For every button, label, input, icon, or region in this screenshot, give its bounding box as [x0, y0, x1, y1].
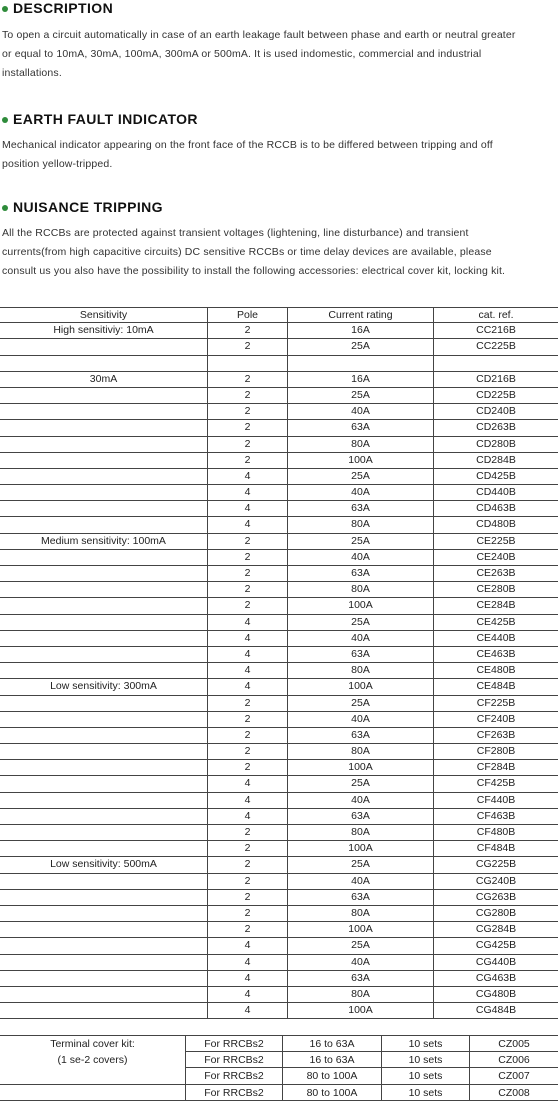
column-header: cat. ref. — [433, 308, 558, 322]
bullet-icon — [2, 117, 8, 123]
current-rating-cell: 25A — [287, 615, 433, 630]
column-header: Sensitivity — [79, 309, 128, 321]
sensitivity-cell — [0, 388, 207, 403]
pole-cell: 2 — [207, 728, 287, 743]
pole-cell: 4 — [207, 679, 287, 694]
sensitivity-cell — [0, 987, 207, 1002]
sensitivity-cell — [0, 728, 207, 743]
table-row — [0, 874, 558, 890]
current-rating-cell: 25A — [287, 776, 433, 791]
current-rating-cell: 80A — [287, 987, 433, 1002]
pole-cell: 2 — [207, 388, 287, 403]
current-rating-cell: 80A — [287, 663, 433, 678]
table-row — [0, 404, 558, 420]
cat-ref-cell: CF484B — [433, 841, 558, 856]
table-row — [0, 598, 558, 614]
cat-ref-cell: CG280B — [433, 906, 558, 921]
paragraph-line: All the RCCBs are protected against transient voltages (lightening, line disturbance) and transient — [2, 227, 469, 239]
pole-cell: 4 — [207, 647, 287, 662]
sensitivity-cell — [0, 938, 207, 953]
table-row — [0, 987, 558, 1003]
accessory-row — [0, 1035, 558, 1052]
current-rating-cell: 25A — [287, 388, 433, 403]
kit-description-cell: Terminal cover kit: — [50, 1038, 135, 1050]
sensitivity-cell — [0, 550, 207, 565]
cat-ref-cell: CG240B — [433, 874, 558, 889]
current-rating-cell: 80A — [287, 744, 433, 759]
description-paragraph — [2, 26, 558, 83]
pole-cell: 2 — [207, 922, 287, 937]
sensitivity-cell — [0, 971, 207, 986]
pole-cell: 2 — [207, 906, 287, 921]
current-rating-cell: 63A — [287, 501, 433, 516]
pole-cell: 2 — [207, 404, 287, 419]
pole-cell: 2 — [207, 566, 287, 581]
cat-ref-cell: CD463B — [433, 501, 558, 516]
accessory-row — [0, 1085, 558, 1101]
sensitivity-cell — [0, 598, 207, 613]
paragraph-line: currents(from high capacitive circuits) DC sensitive RCCBs or time delay devices are available, please — [2, 246, 492, 258]
cat-ref-cell: CG284B — [433, 922, 558, 937]
cat-ref-cell: CG463B — [433, 971, 558, 986]
sensitivity-cell — [0, 825, 207, 840]
cat-ref-cell: CD225B — [433, 388, 558, 403]
kit-description-cell — [0, 1085, 185, 1101]
table-row — [0, 356, 558, 372]
current-rating-cell: 100A — [287, 841, 433, 856]
pole-cell: 4 — [207, 663, 287, 678]
pole-cell: 2 — [207, 890, 287, 905]
pole-cell: 4 — [207, 809, 287, 824]
kit-for-cell: For RRCBs2 — [185, 1068, 282, 1084]
paragraph-line: To open a circuit automatically in case of an earth leakage fault between phase and earth or neutral greater — [2, 29, 516, 41]
table-row — [0, 938, 558, 954]
sensitivity-cell — [0, 404, 207, 419]
sensitivity-cell — [0, 955, 207, 970]
section-title-nuisance — [0, 199, 163, 215]
pole-cell: 4 — [207, 955, 287, 970]
table-row — [0, 517, 558, 533]
cat-ref-cell: CC216B — [433, 323, 558, 338]
kit-rating-cell: 80 to 100A — [282, 1068, 381, 1084]
paragraph-line: consult us you also have the possibility to install the following accessories: electrical cover kit, locking kit. — [2, 265, 506, 277]
table-row — [0, 696, 558, 712]
sensitivity-cell — [0, 874, 207, 889]
cat-ref-cell: CD216B — [433, 372, 558, 387]
sensitivity-cell — [0, 615, 207, 630]
current-rating-cell: 100A — [287, 598, 433, 613]
cat-ref-cell: CD280B — [433, 437, 558, 452]
cat-ref-cell: CE484B — [433, 679, 558, 694]
current-rating-cell: 25A — [287, 339, 433, 354]
pole-cell: 2 — [207, 339, 287, 354]
kit-pack-cell: 10 sets — [381, 1036, 469, 1052]
current-rating-cell: 100A — [287, 453, 433, 468]
cat-ref-cell: CE425B — [433, 615, 558, 630]
table-row — [0, 793, 558, 809]
kit-for-cell: For RRCBs2 — [185, 1052, 282, 1069]
cat-ref-cell: CG225B — [433, 857, 558, 872]
cat-ref-cell: CE263B — [433, 566, 558, 581]
current-rating-cell: 63A — [287, 809, 433, 824]
table-header-row — [0, 307, 558, 323]
sensitivity-cell — [0, 841, 207, 856]
cat-ref-cell: CF225B — [433, 696, 558, 711]
cat-ref-cell: CE284B — [433, 598, 558, 613]
section-title-earth-fault — [0, 111, 198, 127]
pole-cell: 4 — [207, 469, 287, 484]
current-rating-cell: 40A — [287, 404, 433, 419]
cat-ref-cell: CF480B — [433, 825, 558, 840]
pole-cell: 2 — [207, 582, 287, 597]
cat-ref-cell: CE240B — [433, 550, 558, 565]
sensitivity-cell: Medium sensitivity: 100mA — [41, 534, 166, 547]
sensitivity-cell — [0, 566, 207, 581]
pole-cell: 4 — [207, 987, 287, 1002]
current-rating-cell: 100A — [287, 679, 433, 694]
sensitivity-cell — [0, 760, 207, 775]
pole-cell: 2 — [207, 420, 287, 435]
table-row — [0, 323, 558, 339]
pole-cell: 2 — [207, 437, 287, 452]
table-row — [0, 631, 558, 647]
table-row — [0, 566, 558, 582]
pole-cell: 2 — [207, 760, 287, 775]
kit-description-cell — [0, 1068, 185, 1084]
sensitivity-cell — [0, 696, 207, 711]
current-rating-cell: 63A — [287, 728, 433, 743]
pole-cell: 4 — [207, 1003, 287, 1018]
pole-cell: 2 — [207, 712, 287, 727]
kit-pack-cell: 10 sets — [381, 1068, 469, 1084]
pole-cell: 4 — [207, 615, 287, 630]
sensitivity-cell — [0, 776, 207, 791]
accessories-table — [0, 1035, 558, 1101]
cat-ref-cell: CG440B — [433, 955, 558, 970]
current-rating-cell: 80A — [287, 517, 433, 532]
current-rating-cell: 25A — [287, 857, 433, 872]
sensitivity-cell — [0, 890, 207, 905]
section-title-description — [0, 0, 113, 16]
column-header: Current rating — [287, 308, 433, 322]
pole-cell: 4 — [207, 776, 287, 791]
bullet-icon — [2, 6, 8, 12]
sensitivity-cell — [0, 501, 207, 516]
current-rating-cell: 40A — [287, 955, 433, 970]
column-header: Pole — [207, 308, 287, 322]
table-row — [0, 809, 558, 825]
cat-ref-cell: CG480B — [433, 987, 558, 1002]
paragraph-line: installations. — [2, 67, 62, 79]
current-rating-cell: 63A — [287, 890, 433, 905]
sensitivity-cell — [0, 631, 207, 646]
sensitivity-cell — [0, 339, 207, 354]
cat-ref-cell — [433, 356, 558, 371]
sensitivity-cell: 30mA — [89, 372, 118, 385]
pole-cell: 4 — [207, 501, 287, 516]
section-title-text: NUISANCE TRIPPING — [13, 199, 163, 215]
table-row — [0, 922, 558, 938]
cat-ref-cell: CD480B — [433, 517, 558, 532]
sensitivity-cell — [0, 517, 207, 532]
current-rating-cell: 40A — [287, 793, 433, 808]
current-rating-cell: 25A — [287, 938, 433, 953]
table-row — [0, 760, 558, 776]
sensitivity-cell — [0, 582, 207, 597]
accessory-row — [0, 1052, 558, 1069]
table-row — [0, 453, 558, 469]
current-rating-cell: 100A — [287, 922, 433, 937]
cat-ref-cell: CF263B — [433, 728, 558, 743]
cat-ref-cell: CE280B — [433, 582, 558, 597]
rccb-table — [0, 307, 558, 1019]
sensitivity-cell — [0, 922, 207, 937]
pole-cell: 2 — [207, 598, 287, 613]
pole-cell — [207, 356, 287, 371]
table-row — [0, 388, 558, 404]
cat-ref-cell: CD240B — [433, 404, 558, 419]
current-rating-cell: 63A — [287, 566, 433, 581]
table-row — [0, 663, 558, 679]
table-row — [0, 825, 558, 841]
table-row — [0, 679, 558, 695]
kit-ref-cell: CZ008 — [469, 1085, 558, 1101]
pole-cell: 2 — [207, 453, 287, 468]
sensitivity-cell — [0, 647, 207, 662]
current-rating-cell: 100A — [287, 1003, 433, 1018]
sensitivity-cell — [0, 906, 207, 921]
sensitivity-cell — [0, 712, 207, 727]
pole-cell: 2 — [207, 841, 287, 856]
table-row — [0, 437, 558, 453]
current-rating-cell: 80A — [287, 906, 433, 921]
pole-cell: 4 — [207, 971, 287, 986]
current-rating-cell: 100A — [287, 760, 433, 775]
kit-for-cell: For RRCBs2 — [185, 1036, 282, 1052]
bullet-icon — [2, 205, 8, 211]
cat-ref-cell: CG263B — [433, 890, 558, 905]
cat-ref-cell: CE463B — [433, 647, 558, 662]
cat-ref-cell: CF284B — [433, 760, 558, 775]
kit-rating-cell: 80 to 100A — [282, 1085, 381, 1101]
table-row — [0, 372, 558, 388]
sensitivity-cell — [0, 453, 207, 468]
pole-cell: 2 — [207, 323, 287, 338]
pole-cell: 4 — [207, 485, 287, 500]
table-row — [0, 615, 558, 631]
table-row — [0, 550, 558, 566]
sensitivity-cell — [0, 485, 207, 500]
kit-ref-cell: CZ007 — [469, 1068, 558, 1084]
nuisance-paragraph — [2, 224, 558, 281]
sensitivity-cell — [0, 663, 207, 678]
section-title-text: DESCRIPTION — [13, 0, 114, 16]
sensitivity-cell — [0, 469, 207, 484]
table-row — [0, 420, 558, 436]
sensitivity-cell — [0, 793, 207, 808]
cat-ref-cell: CG484B — [433, 1003, 558, 1018]
current-rating-cell: 25A — [287, 469, 433, 484]
table-row — [0, 841, 558, 857]
current-rating-cell: 63A — [287, 420, 433, 435]
pole-cell: 2 — [207, 372, 287, 387]
sensitivity-cell — [0, 356, 207, 371]
pole-cell: 2 — [207, 857, 287, 872]
current-rating-cell: 80A — [287, 582, 433, 597]
table-row — [0, 890, 558, 906]
cat-ref-cell: CE440B — [433, 631, 558, 646]
table-row — [0, 469, 558, 485]
current-rating-cell: 63A — [287, 971, 433, 986]
current-rating-cell: 16A — [287, 372, 433, 387]
kit-for-cell: For RRCBs2 — [185, 1085, 282, 1101]
current-rating-cell: 40A — [287, 712, 433, 727]
current-rating-cell: 80A — [287, 437, 433, 452]
current-rating-cell: 40A — [287, 550, 433, 565]
paragraph-line: position yellow-tripped. — [2, 158, 113, 170]
pole-cell: 4 — [207, 631, 287, 646]
sensitivity-cell — [0, 809, 207, 824]
sensitivity-cell: Low sensitivity: 300mA — [50, 680, 157, 693]
current-rating-cell: 40A — [287, 485, 433, 500]
cat-ref-cell: CF425B — [433, 776, 558, 791]
current-rating-cell: 63A — [287, 647, 433, 662]
current-rating-cell — [287, 356, 433, 371]
kit-rating-cell: 16 to 63A — [282, 1036, 381, 1052]
kit-rating-cell: 16 to 63A — [282, 1052, 381, 1069]
cat-ref-cell: CF463B — [433, 809, 558, 824]
sensitivity-cell — [0, 437, 207, 452]
cat-ref-cell: CF280B — [433, 744, 558, 759]
cat-ref-cell: CE480B — [433, 663, 558, 678]
sensitivity-cell: Low sensitivity: 500mA — [50, 858, 157, 871]
table-row — [0, 1003, 558, 1019]
pole-cell: 4 — [207, 938, 287, 953]
table-row — [0, 857, 558, 873]
accessory-row — [0, 1068, 558, 1085]
table-row — [0, 712, 558, 728]
pole-cell: 2 — [207, 550, 287, 565]
table-row — [0, 776, 558, 792]
table-row — [0, 339, 558, 355]
table-row — [0, 534, 558, 550]
cat-ref-cell: CC225B — [433, 339, 558, 354]
cat-ref-cell: CG425B — [433, 938, 558, 953]
paragraph-line: or equal to 10mA, 30mA, 100mA, 300mA or 500mA. It is used indomestic, commercial and industrial — [2, 48, 482, 60]
kit-description-cell: (1 se-2 covers) — [57, 1053, 128, 1066]
pole-cell: 2 — [207, 744, 287, 759]
table-row — [0, 728, 558, 744]
cat-ref-cell: CF240B — [433, 712, 558, 727]
earth-fault-paragraph — [2, 136, 558, 174]
kit-pack-cell: 10 sets — [381, 1085, 469, 1101]
table-row — [0, 744, 558, 760]
kit-pack-cell: 10 sets — [381, 1052, 469, 1069]
table-row — [0, 501, 558, 517]
table-row — [0, 582, 558, 598]
table-row — [0, 971, 558, 987]
paragraph-line: Mechanical indicator appearing on the front face of the RCCB is to be differed between tripping and off — [2, 139, 493, 151]
cat-ref-cell: CF440B — [433, 793, 558, 808]
cat-ref-cell: CD284B — [433, 453, 558, 468]
current-rating-cell: 25A — [287, 696, 433, 711]
sensitivity-cell — [0, 744, 207, 759]
current-rating-cell: 80A — [287, 825, 433, 840]
table-row — [0, 647, 558, 663]
pole-cell: 4 — [207, 517, 287, 532]
cat-ref-cell: CD425B — [433, 469, 558, 484]
cat-ref-cell: CD263B — [433, 420, 558, 435]
kit-ref-cell: CZ005 — [469, 1036, 558, 1052]
current-rating-cell: 40A — [287, 631, 433, 646]
pole-cell: 2 — [207, 534, 287, 549]
table-row — [0, 906, 558, 922]
pole-cell: 2 — [207, 874, 287, 889]
table-row — [0, 955, 558, 971]
sensitivity-cell — [0, 420, 207, 435]
sensitivity-cell: High sensitiviy: 10mA — [53, 324, 154, 337]
pole-cell: 2 — [207, 825, 287, 840]
section-title-text: EARTH FAULT INDICATOR — [13, 111, 198, 127]
pole-cell: 2 — [207, 696, 287, 711]
cat-ref-cell: CE225B — [433, 534, 558, 549]
cat-ref-cell: CD440B — [433, 485, 558, 500]
current-rating-cell: 40A — [287, 874, 433, 889]
table-row — [0, 485, 558, 501]
kit-ref-cell: CZ006 — [469, 1052, 558, 1069]
sensitivity-cell — [0, 1003, 207, 1018]
current-rating-cell: 16A — [287, 323, 433, 338]
current-rating-cell: 25A — [287, 534, 433, 549]
pole-cell: 4 — [207, 793, 287, 808]
